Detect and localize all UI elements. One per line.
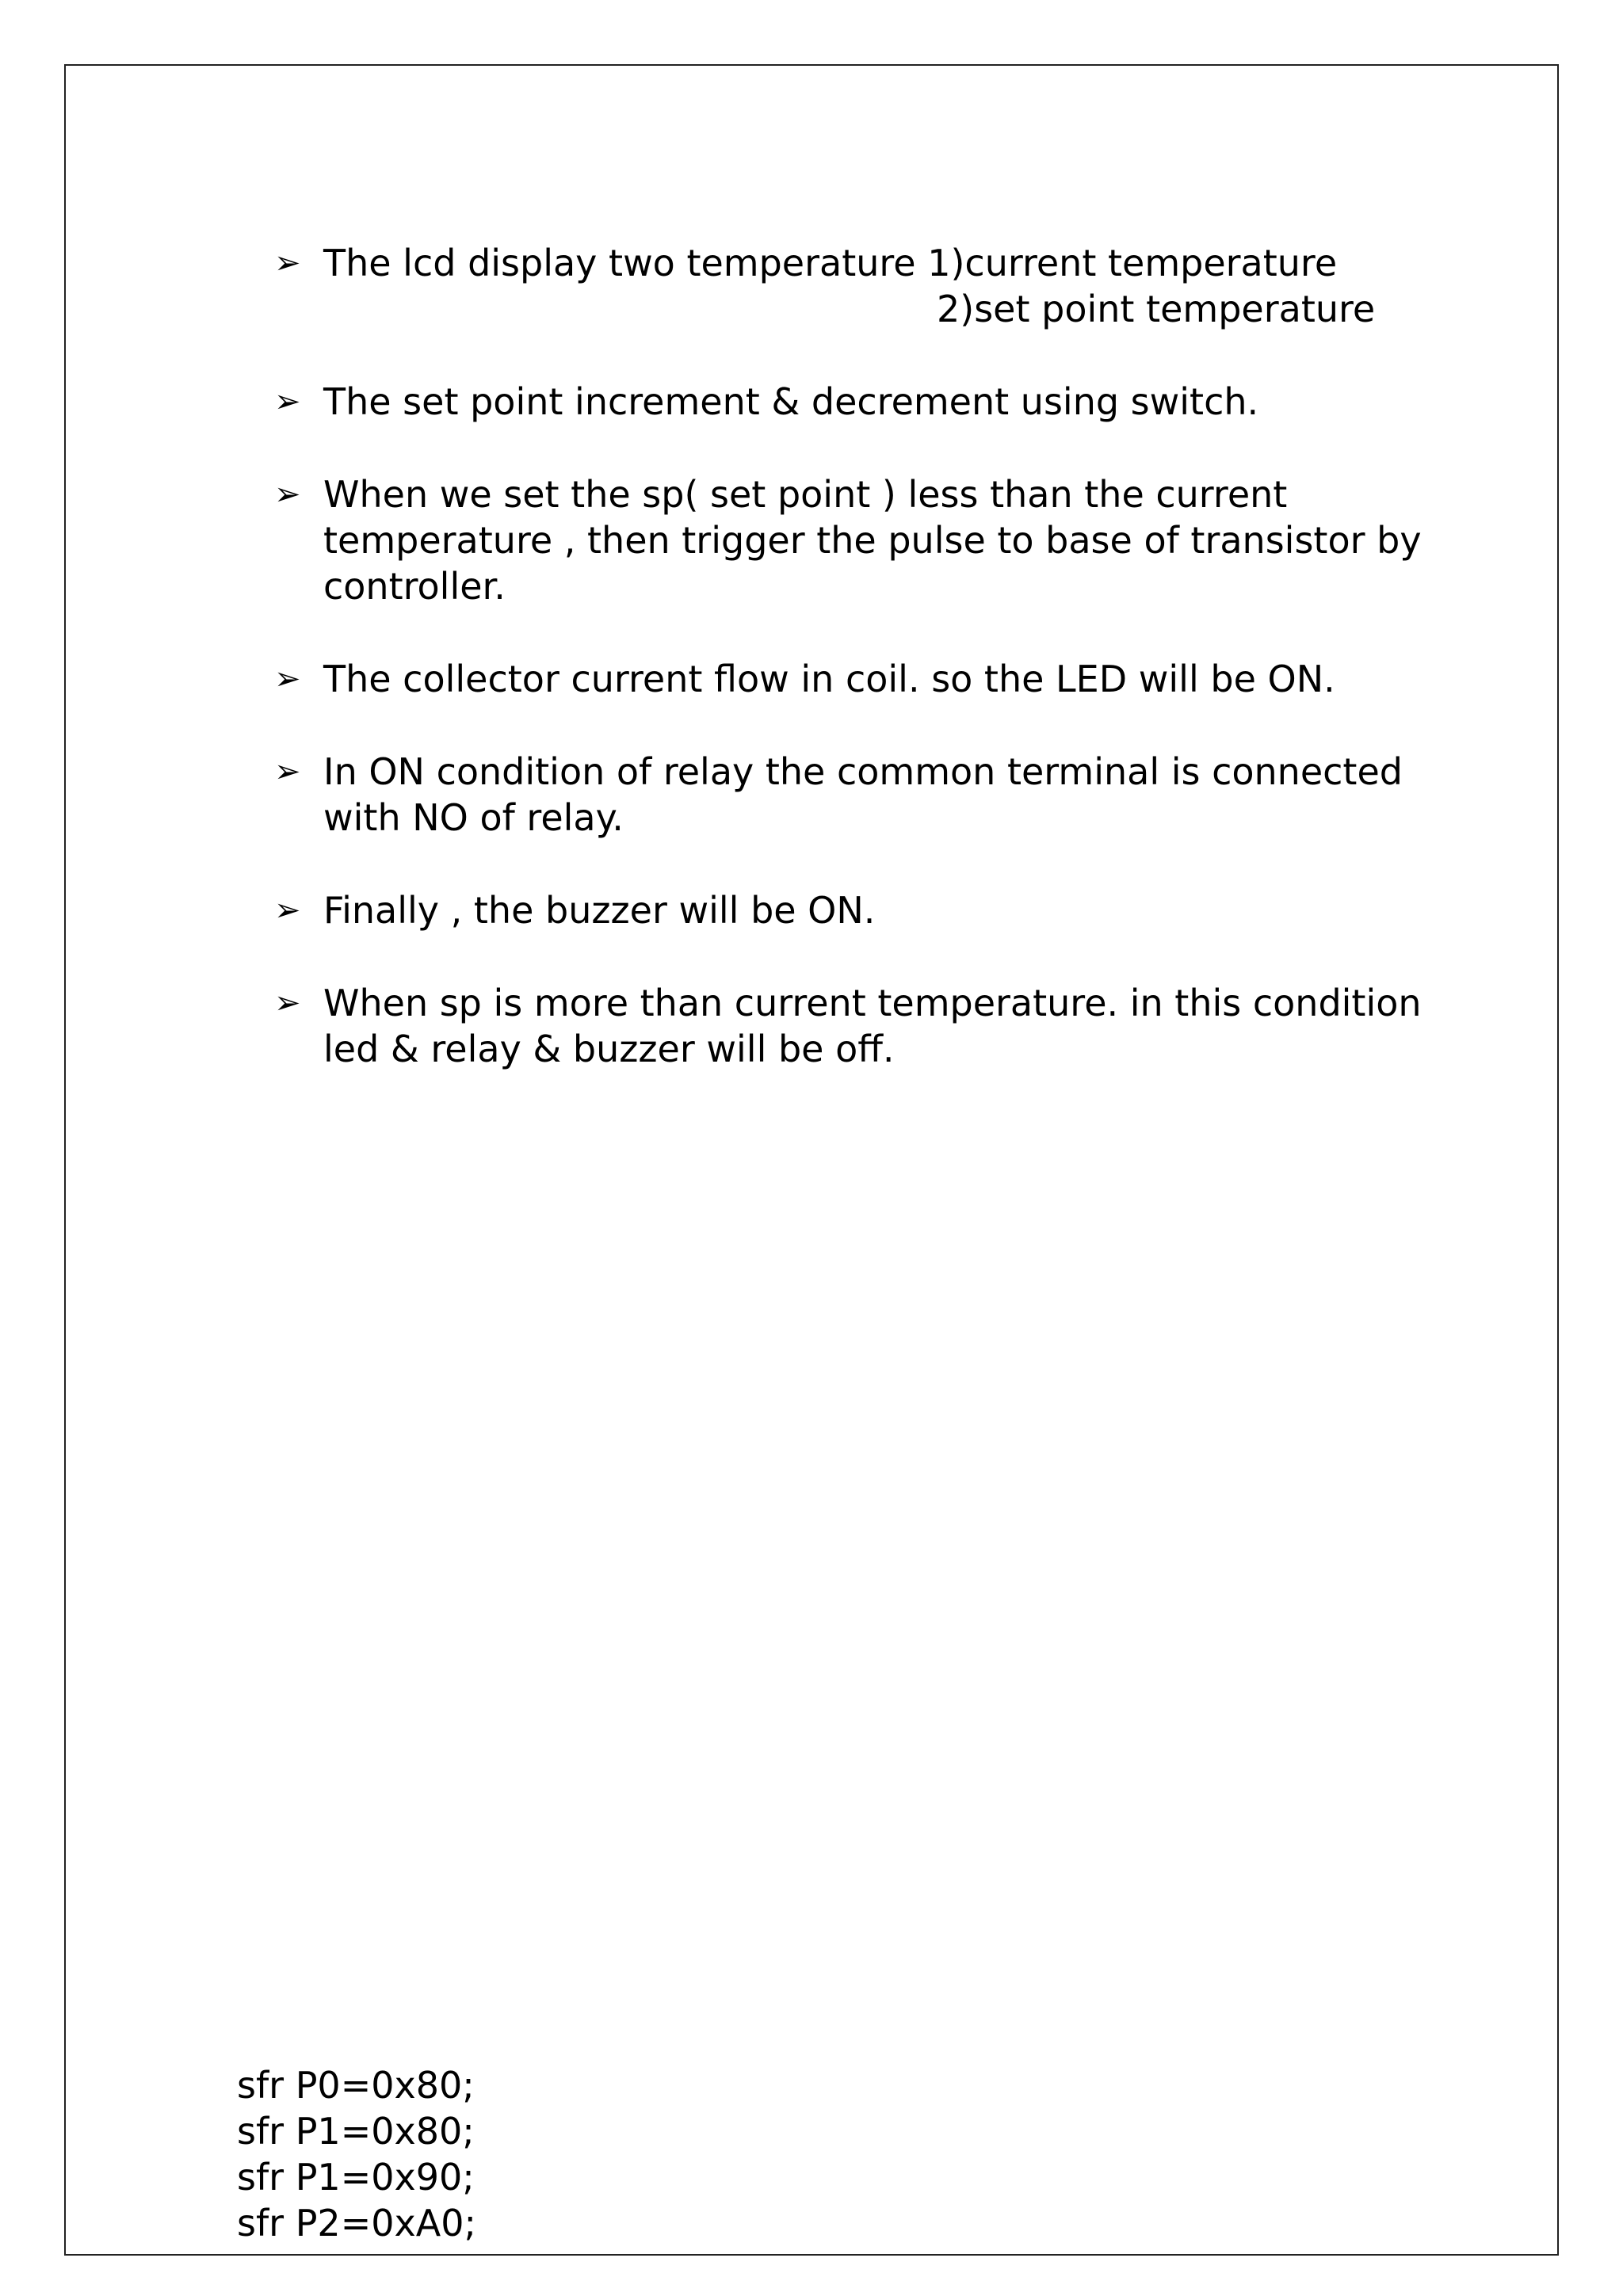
code-line: sfr P1=0x80; bbox=[237, 2110, 475, 2153]
bullet-text-line: The collector current flow in coil. so the LED will be ON. bbox=[323, 658, 1335, 700]
code-line: sfr P0=0x80; bbox=[237, 2064, 475, 2107]
arrow-bullet-icon: ➢ bbox=[274, 245, 301, 281]
bullet-item bbox=[274, 887, 1526, 933]
bullet-text-line: In ON condition of relay the common terminal is connected bbox=[323, 750, 1403, 793]
bullet-item bbox=[274, 980, 1526, 1072]
bullet-list bbox=[274, 240, 1526, 1119]
arrow-bullet-icon: ➢ bbox=[274, 476, 301, 513]
code-block bbox=[237, 2062, 476, 2246]
bullet-item bbox=[274, 656, 1526, 702]
bullet-text-line: with NO of relay. bbox=[323, 796, 624, 839]
bullet-item bbox=[274, 749, 1526, 841]
code-line: sfr P2=0xA0; bbox=[237, 2202, 476, 2245]
bullet-text-line: When sp is more than current temperature. in this condition bbox=[323, 982, 1422, 1024]
bullet-text-line: controller. bbox=[323, 565, 506, 608]
bullet-text-line: Finally , the buzzer will be ON. bbox=[323, 889, 876, 932]
bullet-item bbox=[274, 240, 1526, 332]
bullet-text-line: The lcd display two temperature 1)current temperature bbox=[323, 242, 1338, 284]
arrow-bullet-icon: ➢ bbox=[274, 383, 301, 420]
bullet-item bbox=[274, 471, 1526, 609]
bullet-text-line: The set point increment & decrement using switch. bbox=[323, 380, 1259, 423]
arrow-bullet-icon: ➢ bbox=[274, 892, 301, 929]
code-line: sfr P1=0x90; bbox=[237, 2156, 475, 2199]
bullet-text-line: When we set the sp( set point ) less than the current bbox=[323, 473, 1288, 516]
arrow-bullet-icon: ➢ bbox=[274, 661, 301, 697]
bullet-text-line: 2)set point temperature bbox=[937, 288, 1376, 330]
bullet-text-line: temperature , then trigger the pulse to base of transistor by bbox=[323, 519, 1422, 562]
bullet-text-line: led & relay & buzzer will be off. bbox=[323, 1028, 895, 1070]
arrow-bullet-icon: ➢ bbox=[274, 985, 301, 1021]
arrow-bullet-icon: ➢ bbox=[274, 753, 301, 790]
bullet-item bbox=[274, 379, 1526, 425]
